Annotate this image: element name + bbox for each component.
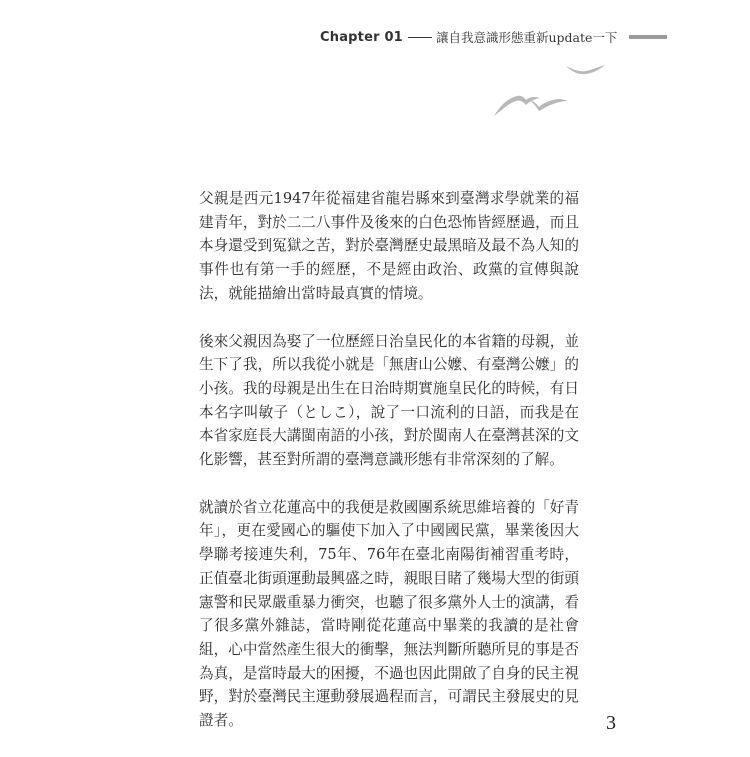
chapter-label: Chapter 01 — [320, 29, 403, 45]
bird-icon — [528, 98, 568, 111]
paragraph-1: 父親是西元1947年從福建省龍岩縣來到臺灣求學就業的福建青年，對於二二八事件及後來的白色恐怖皆經歷過，而且本身還受到冤獄之苦，對於臺灣歷史最黑暗及最不為人知的事件也有第一手的經歷，不是經由政治、政黨的宣傳與說法，就能描繪出當時最真實的情境。 — [199, 190, 579, 302]
body-text — [199, 187, 579, 757]
paragraph-3: 就讀於省立花蓮高中的我便是救國團系統思維培養的「好青年」，更在愛國心的驅使下加入了中國國民黨，畢業後因大學聯考接連失利，75年、76年在臺北南陽街補習重考時，正值臺北街頭運動最興盛之時，親眼目睹了幾場大型的街頭憲警和民眾嚴重暴力衝突，也聽了很多黨外人士的演講，看了很多黨外雜誌，當時剛從花蓮高中畢業的我讀的是社會組，心中當然產生很大的衝擊，無法判斷所聽所見的事是否為真，是當時最大的困擾，不過也因此開啟了自身的民主視野，對於臺灣民主運動發展過程而言，可謂民主發展史的見證者。 — [199, 498, 579, 730]
running-header — [320, 27, 720, 47]
bird-icon — [494, 96, 540, 116]
paragraph-2: 後來父親因為娶了一位歷經日治皇民化的本省籍的母親，並生下了我，所以我從小就是「無唐山公嬤、有臺灣公嬤」的小孩。我的母親是出生在日治時期實施皇民化的時候，有日本名字叫敏子（としこ），說了一口流利的日語，而我是在本省家庭長大講閩南語的小孩，對於閩南人在臺灣甚深的文化影響，甚至對所謂的臺灣意識形態有非常深刻的了解。 — [199, 332, 579, 469]
chapter-title: 讓自我意識形態重新update一下 — [435, 30, 618, 45]
bird-icon — [566, 65, 605, 74]
header-dash — [408, 37, 432, 38]
bird-silhouettes-icon — [490, 60, 640, 120]
page-number: 3 — [606, 712, 616, 734]
header-bar — [629, 35, 667, 39]
